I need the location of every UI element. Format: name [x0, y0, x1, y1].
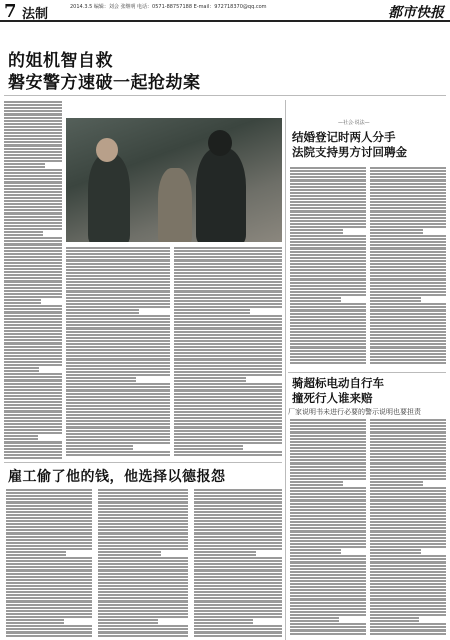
body-text-line [290, 628, 366, 634]
main-headline-line1: 的姐机智自救 [8, 51, 113, 71]
headline-rule [4, 95, 446, 96]
body-text-line [370, 628, 446, 634]
main-story-column-3 [174, 246, 282, 458]
page-number: 7 [4, 1, 17, 22]
body-text-line [6, 630, 92, 636]
bottom-right-column-1 [290, 418, 366, 638]
bottom-right-headline-line1: 骑超标电动自行车 [292, 376, 384, 390]
main-story-column-1 [4, 100, 62, 460]
right-headline-line2: 法院支持男方讨回聘金 [292, 145, 407, 159]
middle-story-column-3 [194, 488, 282, 638]
editor-info: 2014.3.5 编辑：刘会 张继明 电话：0571-88757188 E-mail：972718370@qq.com [70, 4, 267, 10]
section-tag: —社会·说法— [338, 120, 370, 126]
body-text-line [370, 358, 446, 364]
bottom-right-headline-line2: 撞死行人谁来赔 [292, 391, 373, 405]
right-story-column-1 [290, 166, 366, 366]
page-header [0, 0, 450, 22]
right-headline-line1: 结婚登记时两人分手 [292, 130, 396, 144]
newspaper-masthead: 都市快报 [388, 5, 444, 21]
bottom-right-subhead: 厂家说明书未进行必要的警示说明也要担责 [288, 408, 421, 416]
middle-headline: 雇工偷了他的钱，他选择以德报怨 [8, 469, 226, 485]
section-title: 法制 [22, 7, 49, 22]
main-headline-line2: 磐安警方速破一起抢劫案 [8, 73, 201, 93]
body-text-line [98, 630, 188, 636]
right-story-rule [288, 372, 446, 373]
body-text-line [174, 450, 282, 456]
middle-story-column-2 [98, 488, 188, 638]
bottom-right-column-2 [370, 418, 446, 638]
middle-story-column-1 [6, 488, 92, 638]
body-text-line [4, 453, 62, 459]
body-text-line [194, 630, 282, 636]
news-photo [66, 118, 282, 242]
body-text-line [66, 450, 170, 456]
right-story-column-2 [370, 166, 446, 366]
body-text-line [290, 358, 366, 364]
middle-story-rule [4, 462, 282, 463]
main-story-column-2 [66, 246, 170, 458]
column-rule [285, 100, 286, 640]
